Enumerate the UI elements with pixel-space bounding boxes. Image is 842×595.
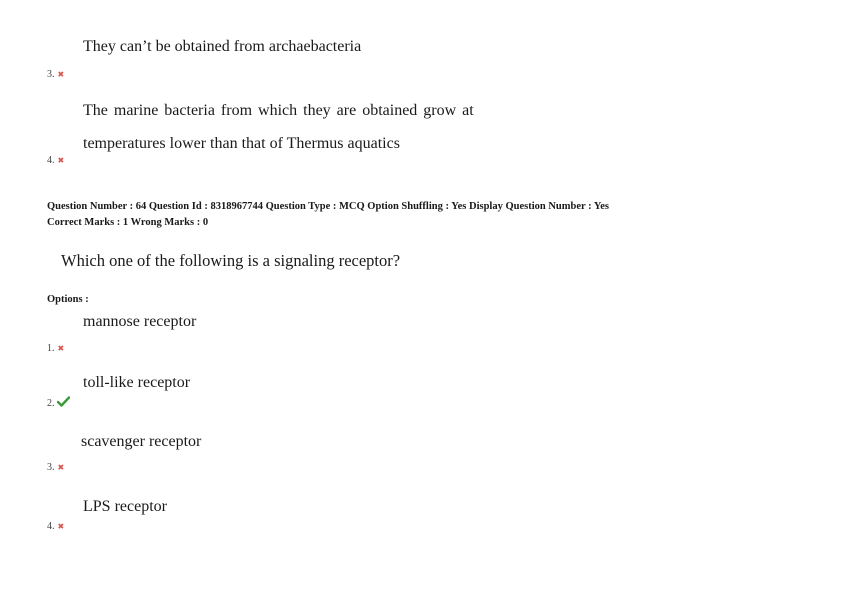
option-1-text: mannose receptor [83,313,197,330]
check-icon [57,394,70,412]
prev-option-4-marker [47,150,64,168]
cross-icon: ✖ [57,463,65,472]
option-4-marker [47,516,64,534]
option-2-text: toll-like receptor [83,374,191,391]
question-meta-line-1: Question Number : 64 Question Id : 8318967744 Question Type : MCQ Option Shuffling : Yes Display Question Number : Yes [47,201,610,212]
question-meta-line-2: Correct Marks : 1 Wrong Marks : 0 [47,217,209,228]
prev-option-3-text: They can’t be obtained from archaebacteria [83,38,362,55]
prev-option-4-line-2: temperatures lower than that of Thermus aquatics [83,135,400,152]
prev-option-4-line-1: The marine bacteria from which they are obtained grow at [83,102,474,119]
option-4-number: 4. [47,521,55,532]
prev-option-3-number: 3. [47,69,55,80]
option-3-number: 3. [47,462,55,473]
options-label: Options : [47,294,89,305]
option-2-number: 2. [47,398,55,409]
prev-option-3-marker [47,64,64,82]
option-2-marker [47,393,70,412]
option-1-marker [47,338,64,356]
option-1-number: 1. [47,343,55,354]
prev-option-4-number: 4. [47,155,55,166]
option-3-marker [47,457,64,475]
cross-icon: ✖ [57,522,65,531]
question-text: Which one of the following is a signaling receptor? [61,251,401,270]
cross-icon: ✖ [57,70,65,79]
option-4-text: LPS receptor [83,498,167,515]
cross-icon: ✖ [57,344,65,353]
option-3-text: scavenger receptor [81,433,202,450]
cross-icon: ✖ [57,156,65,165]
